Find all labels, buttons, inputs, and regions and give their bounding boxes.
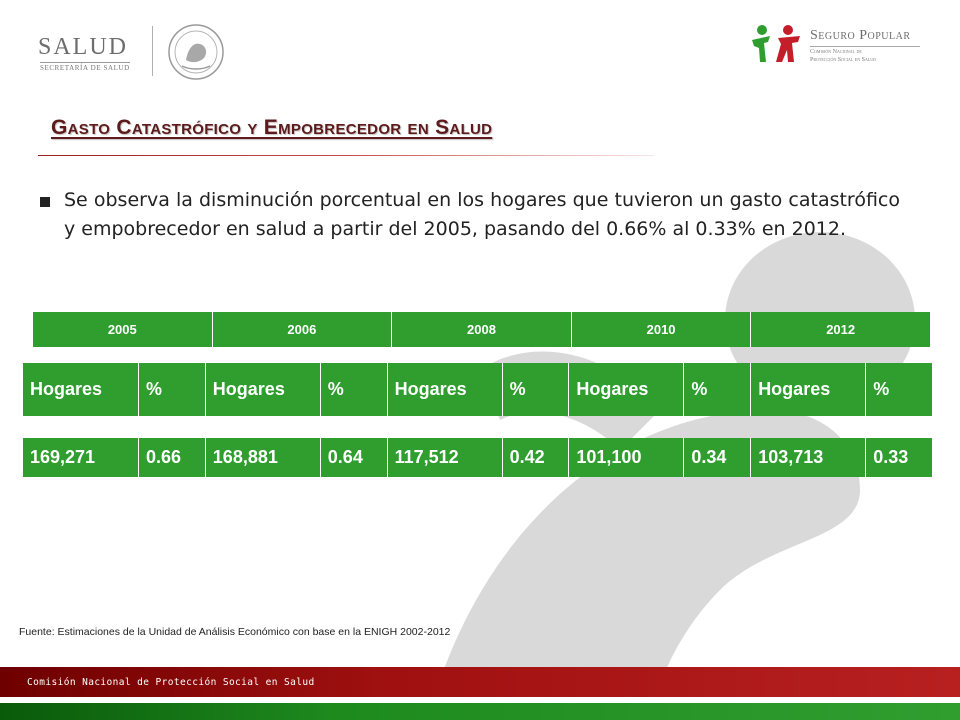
column-header-hogares: Hogares (30, 379, 103, 399)
year-cell: 2006 (212, 312, 392, 347)
bullet-text: Se observa la disminución porcentual en los hogares que tuvieron un gasto catastrófico y empobrecedor en salud a partir del 2005, pasando del 0.66% al 0.33% en 2012. (64, 189, 900, 240)
value-cell-hogares: 101,100 (568, 438, 683, 477)
year-cell: 2008 (391, 312, 571, 347)
value-cell-percent: 0.34 (683, 438, 750, 477)
column-header-percent: % (320, 363, 387, 416)
year-cell: 2010 (571, 312, 751, 347)
value-cell-percent: 0.64 (320, 438, 387, 477)
column-header-hogares: Hogares (750, 363, 865, 416)
footer-green-band (0, 703, 960, 720)
seguro-popular-rule (810, 46, 920, 47)
bullet-point (40, 186, 900, 244)
year-header-row (33, 312, 930, 347)
value-cell-percent: 0.33 (865, 438, 932, 477)
salud-logo-word: SALUD (38, 34, 129, 60)
value-cell-hogares: 103,713 (750, 438, 865, 477)
column-header-hogares: Hogares (387, 363, 502, 416)
value-cell-percent: 0.66 (138, 438, 205, 477)
title-underline-rule (38, 155, 654, 156)
value-cell-hogares: 117,512 (387, 438, 502, 477)
year-cell: 2012 (750, 312, 930, 347)
national-seal-icon (164, 22, 228, 82)
logo-divider (152, 26, 153, 76)
column-header-percent: % (683, 363, 750, 416)
seguro-popular-wordmark: Seguro Popular (810, 28, 911, 43)
seguro-popular-subtitle-line-1: Comisión Nacional de (810, 49, 862, 55)
seguro-popular-logo (748, 22, 938, 70)
value-cell-hogares: 168,881 (205, 438, 320, 477)
column-header-hogares: Hogares (205, 363, 320, 416)
salud-logo-subtitle: SECRETARÍA DE SALUD (40, 64, 130, 72)
column-header-percent: % (138, 363, 205, 416)
column-header-row (23, 363, 932, 416)
source-note: Fuente: Estimaciones de la Unidad de Análisis Económico con base en la ENIGH 2002-2012 (19, 626, 451, 638)
column-header-hogares: Hogares (568, 363, 683, 416)
column-header-percent: % (502, 363, 569, 416)
value-cell-percent: 0.42 (502, 438, 569, 477)
seguro-popular-subtitle (810, 48, 876, 64)
salud-logo (38, 34, 138, 78)
year-cell: 2005 (107, 322, 137, 337)
column-header-percent: % (865, 363, 932, 416)
footer-text: Comisión Nacional de Protección Social en Salud (27, 677, 315, 688)
seguro-popular-subtitle-line-2: Protección Social en Salud (810, 57, 877, 63)
slide-title: Gasto Catastrófico y Empobrecedor en Salud (51, 116, 493, 139)
salud-logo-rule (40, 62, 130, 63)
bullet-square-icon (40, 197, 50, 207)
value-cell-hogares: 169,271 (30, 447, 96, 467)
seguro-popular-figures-icon (748, 22, 808, 66)
values-row (23, 438, 932, 477)
